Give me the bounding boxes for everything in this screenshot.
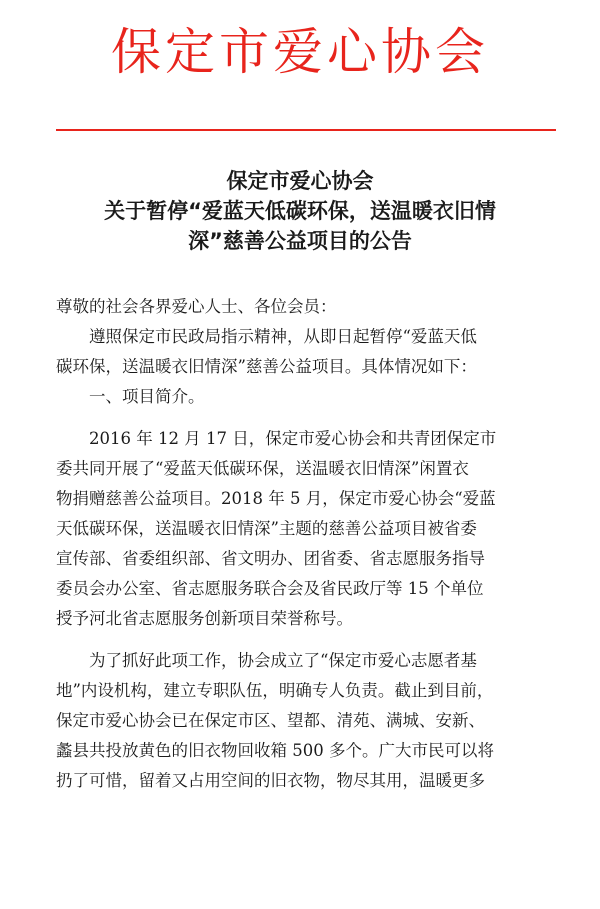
title-line-1: 保定市爱心协会 [226, 169, 374, 193]
paragraph-2-line: 2016 年 12 月 17 日，保定市爱心协会和共青团保定市 [89, 429, 497, 448]
notice-body [56, 292, 554, 796]
paragraph-3-line: 保定市爱心协会已在保定市区、望都、清苑、满城、安新、 [56, 711, 485, 730]
salutation: 尊敬的社会各界爱心人士、各位会员： [56, 297, 337, 316]
paragraph-1-line: 遵照保定市民政局指示精神，从即日起暂停“爱蓝天低 [89, 327, 477, 346]
paragraph-3-line: 为了抓好此项工作，协会成立了“保定市爱心志愿者基 [89, 651, 477, 670]
letterhead-divider [56, 129, 556, 131]
paragraph-2-line: 委员会办公室、省志愿服务联合会及省民政厅等 15 个单位 [56, 579, 484, 598]
paragraph-2-line: 天低碳环保，送温暖衣旧情深”主题的慈善公益项目被省委 [56, 519, 477, 538]
org-letterhead: 保定市爱心协会 [111, 23, 489, 81]
section-1-heading: 一、项目简介。 [89, 387, 205, 406]
paragraph-3-line: 蠡县共投放黄色的旧衣物回收箱 500 多个。广大市民可以将 [56, 741, 494, 760]
paragraph-2-line: 授予河北省志愿服务创新项目荣誉称号。 [56, 609, 353, 628]
paragraph-2-line: 物捐赠慈善公益项目。2018 年 5 月，保定市爱心协会“爱蓝 [56, 489, 496, 508]
paragraph-3-line: 地”内设机构，建立专职队伍，明确专人负责。截止到目前， [56, 681, 494, 700]
notice-title [60, 166, 540, 256]
paragraph-2-line: 宣传部、省委组织部、省文明办、团省委、省志愿服务指导 [56, 549, 485, 568]
title-line-2: 关于暂停“爱蓝天低碳环保，送温暖衣旧情 [104, 199, 496, 223]
paragraph-1-line: 碳环保，送温暖衣旧情深”慈善公益项目。具体情况如下： [56, 357, 477, 376]
paragraph-2-line: 委共同开展了“爱蓝天低碳环保，送温暖衣旧情深”闲置衣 [56, 459, 469, 478]
paragraph-3-line: 扔了可惜，留着又占用空间的旧衣物，物尽其用，温暖更多 [56, 771, 485, 790]
title-line-3: 深”慈善公益项目的公告 [188, 229, 412, 253]
